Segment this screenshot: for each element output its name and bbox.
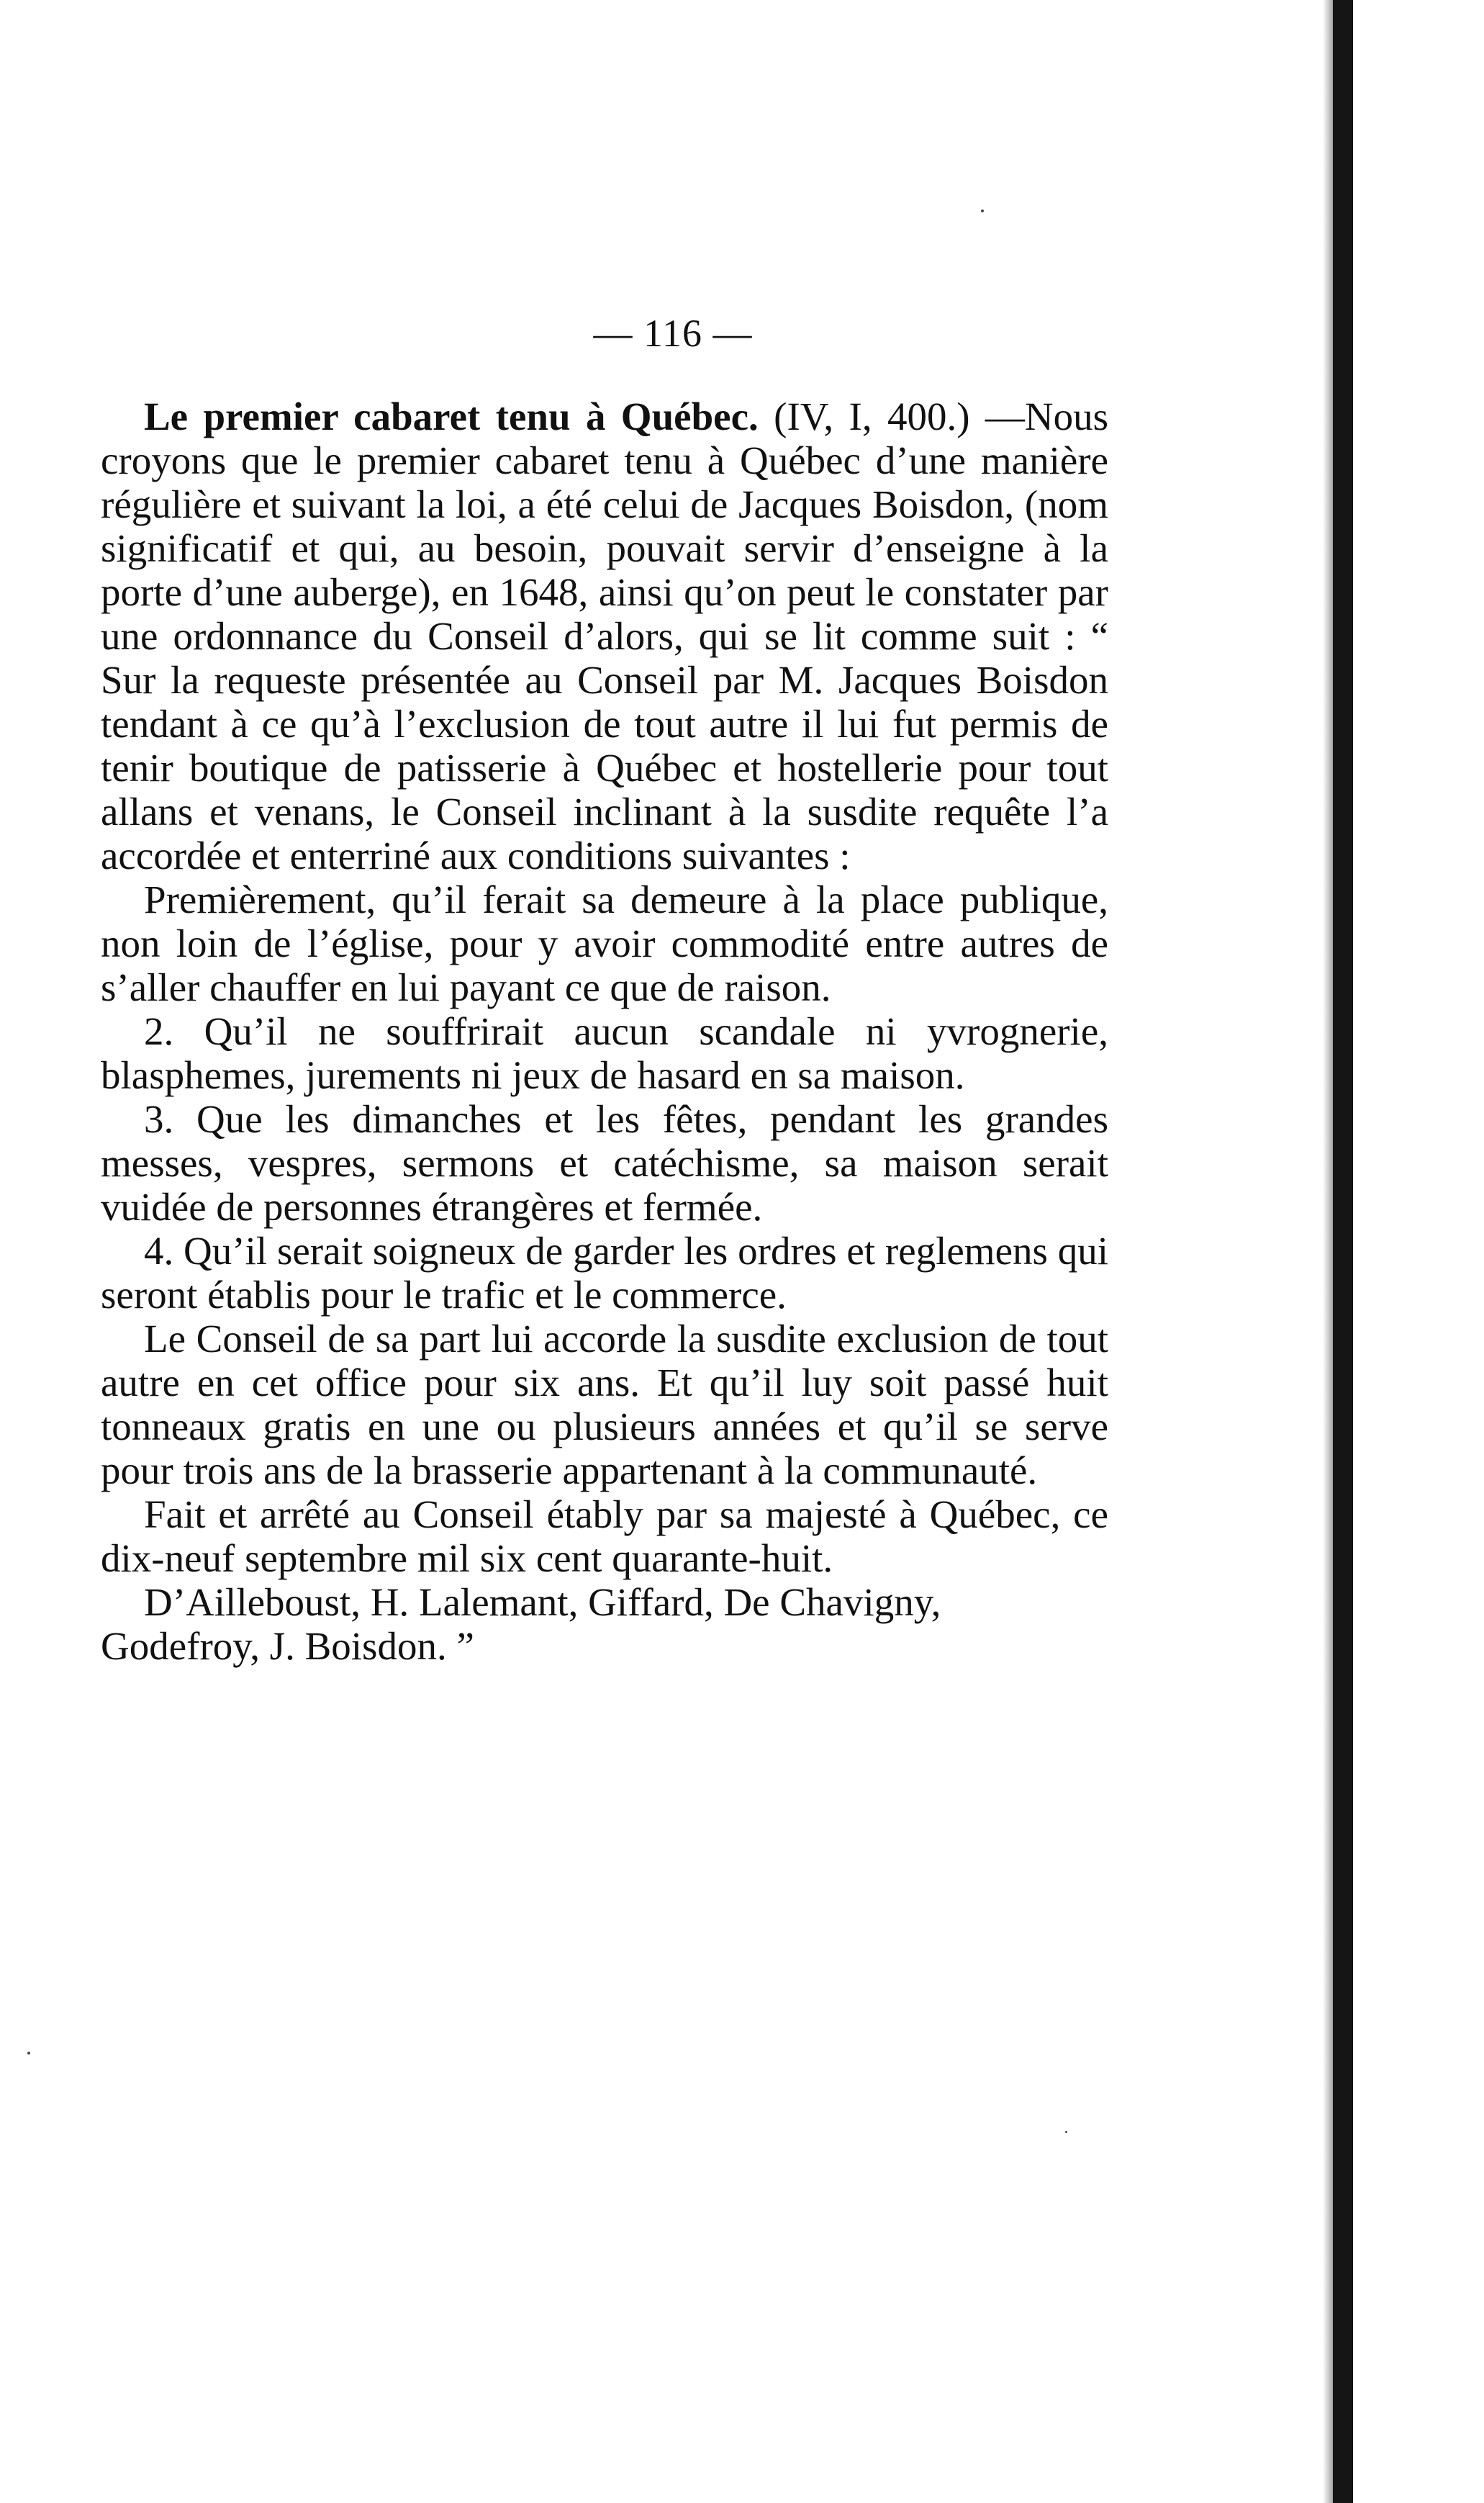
intro-text: —Nous croyons que le premier cabaret tenu à Québec d’une manière régulière et suivant la loi, a été celui de Jacques Boisdon, (nom significatif et qui, au besoin, pouvait servir d’enseigne à la porte d’une auberge), en 1648, ainsi qu’on peut le constater par une ordonnance du Conseil d’alors, qui se lit comme suit : “ Sur la requeste présentée au Conseil par M. Jacques Boisdon tendant à ce qu’à l’exclusion de tout autre il lui fut permis de tenir boutique de patisserie à Québec et hostellerie pour tout allans et venans, le Conseil inclinant à la susdite requête l’a accordée et enterriné aux conditions suivantes : <box>101 394 1109 878</box>
article-body <box>101 394 1108 1668</box>
article-heading: Le premier cabaret tenu à Québec. <box>144 394 759 438</box>
paper-speck <box>27 2052 30 2055</box>
paragraph-fait-et-arrete: Fait et arrêté au Conseil étably par sa majesté à Québec, ce dix-neuf septembre mil six cent quarante-huit. <box>101 1492 1108 1580</box>
signatures: D’Ailleboust, H. Lalemant, Giffard, De Chavigny, Godefroy, J. Boisdon. ” <box>101 1580 941 1668</box>
paper-speck <box>1065 2131 1067 2133</box>
intro-paragraph <box>101 394 1108 878</box>
paragraph-condition-2: 2. Qu’il ne souffrirait aucun scandale ni yvrognerie, blasphemes, jurements ni jeux de hasard en sa maison. <box>101 1009 1108 1097</box>
page-number: — 116 — <box>593 312 753 355</box>
paragraph-exclusion: Le Conseil de sa part lui accorde la susdite exclusion de tout autre en cet office pour six ans. Et qu’il luy soit passé huit tonneaux gratis en une ou plusieurs années et qu’il se serve pour trois ans de la brasserie appartenant à la communauté. <box>101 1317 1108 1492</box>
article-reference: (IV, I, 400.) <box>774 394 970 438</box>
paragraph-condition-3: 3. Que les dimanches et les fêtes, pendant les grandes messes, vespres, sermons et catéchisme, sa maison serait vuidée de personnes étrangères et fermée. <box>101 1097 1108 1229</box>
paragraph-condition-4: 4. Qu’il serait soigneux de garder les ordres et reglemens qui seront établis pour le trafic et le commerce. <box>101 1229 1108 1317</box>
page-edge-shadow <box>1323 0 1333 2503</box>
page-binding-edge <box>1333 0 1353 2503</box>
paragraph-premierement: Premièrement, qu’il ferait sa demeure à la place publique, non loin de l’église, pour y avoir commodité entre autres de s’aller chauffer en lui payant ce que de raison. <box>101 878 1108 1009</box>
paper-speck <box>981 209 984 212</box>
